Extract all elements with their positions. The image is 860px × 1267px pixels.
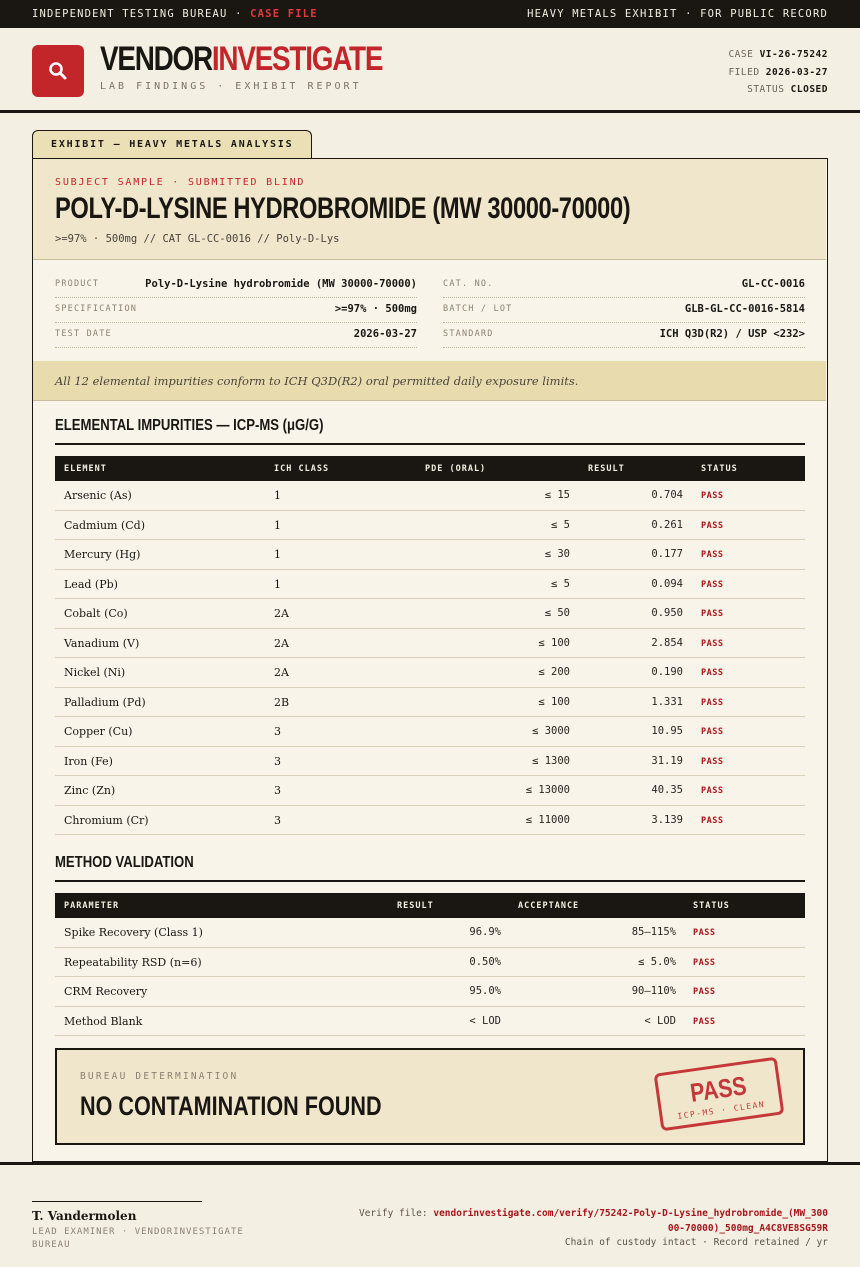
ich-class: 3 [274, 813, 281, 827]
acceptance-value: ≤ 5.0% [638, 955, 676, 968]
pde-limit: ≤ 15 [544, 489, 570, 501]
status-badge: PASS [701, 727, 724, 737]
pde-limit: ≤ 50 [544, 607, 570, 619]
impurity-row [55, 540, 805, 570]
brand-subtitle: LAB FINDINGS · EXHIBIT REPORT [100, 81, 362, 92]
ich-class: 3 [274, 754, 281, 768]
validation-row [55, 977, 805, 1007]
top-bar [0, 0, 860, 28]
topbar-right: HEAVY METALS EXHIBIT · FOR PUBLIC RECORD [527, 8, 828, 20]
element-name: Lead (Pb) [64, 577, 118, 591]
status-badge: PASS [701, 786, 724, 796]
parameter-name: Spike Recovery (Class 1) [64, 926, 203, 939]
result-value: 0.094 [651, 577, 683, 590]
examiner-name: T. Vandermolen [32, 1209, 137, 1223]
validation-title: METHOD VALIDATION [55, 854, 194, 871]
footer-rule [0, 1162, 860, 1165]
case-file-tag: CASE FILE [250, 8, 318, 20]
element-name: Cobalt (Co) [64, 607, 128, 620]
status-badge: PASS [701, 491, 724, 501]
result-value: 0.261 [651, 518, 683, 531]
ich-class: 2A [274, 607, 289, 620]
subject-panel [33, 159, 826, 260]
status-badge: PASS [701, 579, 724, 590]
verify-link[interactable]: vendorinvestigate.com/verify/75242-Poly-D-Lysine_hydrobromide_(MW_30000-70000)_500mg_A4C8VE8SG59R [433, 1208, 828, 1234]
pde-limit: ≤ 5 [551, 518, 570, 531]
case-status: STATUS CLOSED [747, 84, 828, 95]
brand-wordmark[interactable]: VENDORINVESTIGATE [100, 40, 383, 78]
pde-limit: ≤ 3000 [532, 725, 570, 737]
impurity-row [55, 511, 805, 541]
pde-limit: ≤ 5 [551, 577, 570, 590]
pde-limit: ≤ 200 [538, 666, 570, 678]
result-value: 31.19 [651, 754, 683, 767]
status-badge: PASS [693, 1016, 716, 1027]
status-badge: PASS [701, 756, 724, 767]
ich-class: 1 [274, 489, 281, 502]
logo[interactable] [32, 45, 84, 97]
impurity-row [55, 747, 805, 777]
detail-cat-no: CAT. NO. GL-CC-0016 [443, 273, 805, 298]
filed-date: FILED 2026-03-27 [728, 66, 828, 78]
impurity-row [55, 481, 805, 511]
result-value: 2.854 [651, 636, 683, 649]
topbar-left: INDEPENDENT TESTING BUREAU · CASE FILE [32, 8, 318, 20]
element-name: Iron (Fe) [64, 754, 113, 768]
result-value: 0.704 [651, 489, 683, 501]
verify-block: Verify file: vendorinvestigate.com/verify/75242-Poly-D-Lysine_hydrobromide_(MW_30000-70000)_500mg_A4C8VE8SG59R Chain of custody intact · Record retained / yr [358, 1207, 828, 1251]
parameter-name: Method Blank [64, 1014, 143, 1028]
status-badge: PASS [693, 928, 716, 938]
impurities-rule [55, 443, 805, 445]
pde-limit: ≤ 11000 [525, 813, 570, 826]
impurity-row [55, 688, 805, 718]
element-name: Nickel (Ni) [64, 666, 126, 679]
element-name: Cadmium (Cd) [64, 518, 146, 532]
ich-class: 2A [274, 636, 289, 650]
element-name: Vanadium (V) [64, 636, 140, 650]
impurity-row [55, 717, 805, 747]
examiner-role: LEAD EXAMINER · VENDORINVESTIGATE BUREAU [32, 1227, 244, 1250]
status-badge: PASS [701, 638, 724, 649]
element-name: Mercury (Hg) [64, 548, 141, 561]
subject-summary: >=97% · 500mg // CAT GL-CC-0016 // Poly-D-Lys [55, 233, 340, 245]
determination-box [55, 1048, 805, 1145]
element-name: Palladium (Pd) [64, 695, 146, 709]
ich-class: 2B [274, 695, 290, 709]
result-value: 10.95 [651, 725, 683, 737]
status-badge: PASS [701, 550, 724, 560]
exhibit-tab: EXHIBIT — HEAVY METALS ANALYSIS [32, 130, 312, 159]
validation-row [55, 948, 805, 978]
result-value: 0.177 [651, 548, 683, 560]
impurity-row [55, 806, 805, 836]
subject-kicker: SUBJECT SAMPLE · SUBMITTED BLIND [55, 177, 306, 188]
parameter-name: Repeatability RSD (n=6) [64, 955, 202, 969]
validation-row [55, 1007, 805, 1037]
ich-class: 1 [274, 577, 281, 591]
detail-standard: STANDARD ICH Q3D(R2) / USP <232> [443, 323, 805, 348]
site-header [0, 28, 860, 113]
status-badge: PASS [701, 668, 724, 678]
case-number: CASE VI-26-75242 [728, 49, 828, 60]
status-badge: PASS [701, 815, 724, 826]
ich-class: 1 [274, 548, 281, 561]
result-value: 1.331 [651, 695, 683, 708]
element-name: Copper (Cu) [64, 725, 133, 738]
impurity-row [55, 776, 805, 806]
pde-limit: ≤ 1300 [532, 754, 570, 767]
element-name: Arsenic (As) [64, 489, 132, 502]
pde-limit: ≤ 13000 [525, 784, 570, 796]
result-value: 0.50% [469, 955, 501, 968]
element-name: Zinc (Zn) [64, 784, 116, 797]
pde-limit: ≤ 30 [544, 548, 570, 560]
pde-limit: ≤ 100 [538, 695, 570, 708]
validation-rule [55, 880, 805, 882]
impurity-row [55, 599, 805, 629]
result-value: 0.190 [651, 666, 683, 678]
magnifier-icon [46, 59, 70, 83]
acceptance-value: 90–110% [631, 985, 676, 997]
element-name: Chromium (Cr) [64, 813, 149, 827]
result-value: 0.950 [651, 607, 683, 619]
ich-class: 1 [274, 518, 281, 532]
exhibit-card [32, 158, 828, 1162]
detail-test-date: TEST DATE 2026-03-27 [55, 323, 417, 348]
determination-label: BUREAU DETERMINATION [80, 1071, 239, 1082]
ich-class: 3 [274, 725, 281, 738]
conformance-notice: All 12 elemental impurities conform to ICH Q3D(R2) oral permitted daily exposure limits. [33, 361, 826, 401]
custody-note: Chain of custody intact · Record retained / yr [564, 1237, 828, 1248]
detail-product: PRODUCT Poly-D-Lysine hydrobromide (MW 30000-70000) [55, 273, 417, 298]
impurities-title: ELEMENTAL IMPURITIES — ICP-MS (μG/G) [55, 417, 324, 434]
impurity-row [55, 570, 805, 600]
determination-title: NO CONTAMINATION FOUND [80, 1091, 382, 1121]
result-value: < LOD [469, 1014, 501, 1027]
impurities-header: ELEMENT ICH CLASS PDE (ORAL) RESULT STATUS [55, 456, 805, 481]
result-value: 95.0% [469, 985, 501, 997]
acceptance-value: 85–115% [631, 926, 676, 938]
detail-batch: BATCH / LOT GLB-GL-CC-0016-5814 [443, 298, 805, 323]
status-badge: PASS [701, 520, 724, 531]
ich-class: 2A [274, 666, 289, 679]
validation-header: PARAMETER RESULT ACCEPTANCE STATUS [55, 893, 805, 918]
validation-row [55, 918, 805, 948]
parameter-name: CRM Recovery [64, 985, 148, 998]
impurity-row [55, 658, 805, 688]
result-value: 96.9% [469, 926, 501, 938]
impurity-row [55, 629, 805, 659]
status-badge: PASS [693, 957, 716, 968]
pde-limit: ≤ 100 [538, 636, 570, 649]
status-badge: PASS [701, 697, 724, 708]
case-meta [728, 46, 828, 99]
subject-title: POLY-D-LYSINE HYDROBROMIDE (MW 30000-70000) [55, 192, 631, 225]
result-value: 40.35 [651, 784, 683, 796]
ich-class: 3 [274, 784, 281, 797]
detail-specification: SPECIFICATION >=97% · 500mg [55, 298, 417, 323]
signature-line [32, 1201, 202, 1202]
status-badge: PASS [693, 987, 716, 997]
pass-stamp: PASS ICP-MS · CLEAN [654, 1057, 785, 1132]
result-value: 3.139 [651, 813, 683, 826]
acceptance-value: < LOD [644, 1014, 676, 1027]
status-badge: PASS [701, 609, 724, 619]
